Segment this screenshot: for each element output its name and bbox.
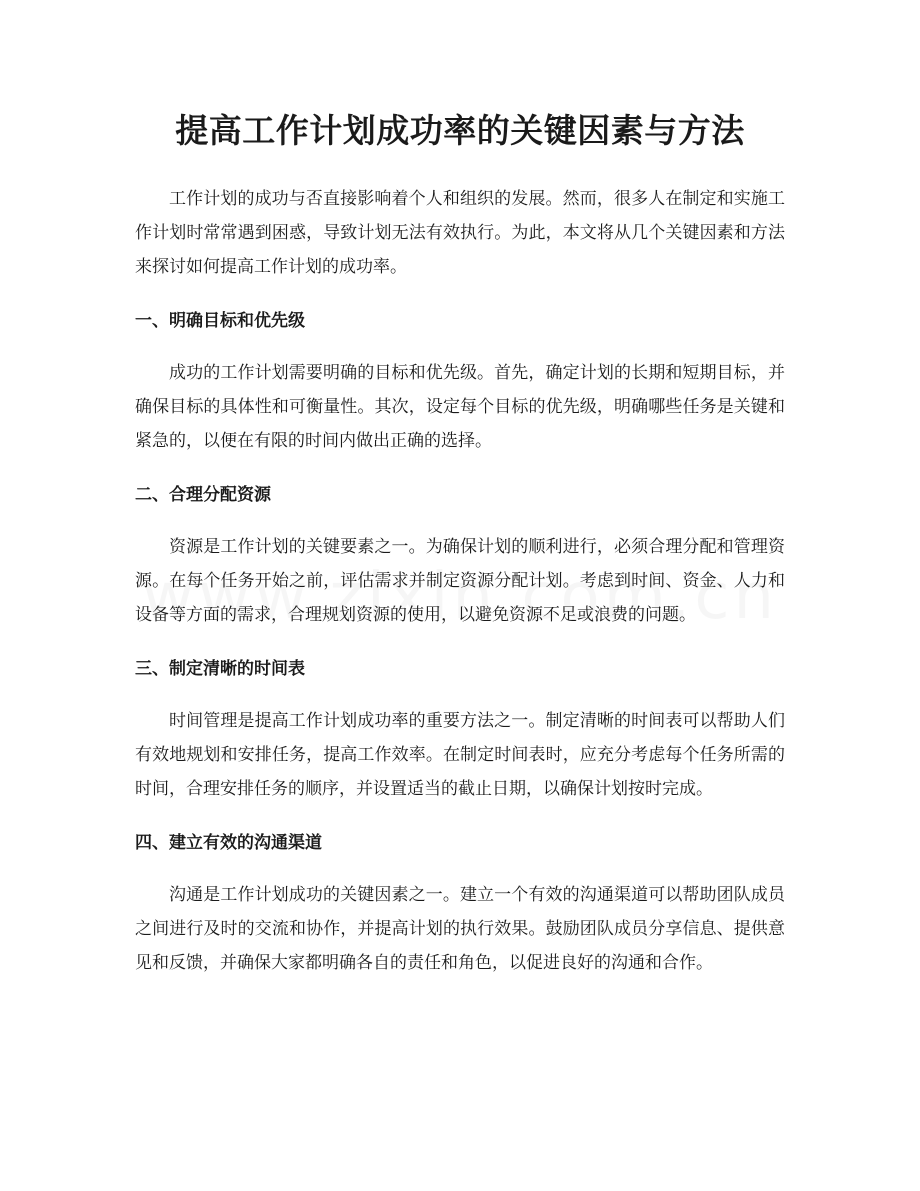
- section-communication: [135, 826, 785, 980]
- section-paragraph: 成功的工作计划需要明确的目标和优先级。首先，确定计划的长期和短期目标，并确保目标的具体性和可衡量性。其次，设定每个目标的优先级，明确哪些任务是关键和紧急的，以便在有限的时间内做出正确的选择。: [135, 363, 785, 451]
- section-paragraph: 资源是工作计划的关键要素之一。为确保计划的顺利进行，必须合理分配和管理资源。在每个任务开始之前，评估需求并制定资源分配计划。考虑到时间、资金、人力和设备等方面的需求，合理规划资源的使用，以避免资源不足或浪费的问题。: [135, 537, 785, 625]
- section-goals: [135, 304, 785, 458]
- section-paragraph: 时间管理是提高工作计划成功率的重要方法之一。制定清晰的时间表可以帮助人们有效地规划和安排任务，提高工作效率。在制定时间表时，应充分考虑每个任务所需的时间，合理安排任务的顺序，并设置适当的截止日期，以确保计划按时完成。: [135, 711, 785, 799]
- section-heading: 三、制定清晰的时间表: [135, 659, 305, 679]
- page-title: 提高工作计划成功率的关键因素与方法: [175, 111, 745, 150]
- section-heading: 四、建立有效的沟通渠道: [135, 833, 322, 853]
- section-heading: 二、合理分配资源: [135, 485, 271, 505]
- section-resources: [135, 478, 785, 632]
- section-timeline: [135, 652, 785, 806]
- document-body: [135, 182, 785, 1000]
- intro-paragraph: 工作计划的成功与否直接影响着个人和组织的发展。然而，很多人在制定和实施工作计划时常常遇到困惑，导致计划无法有效执行。为此，本文将从几个关键因素和方法来探讨如何提高工作计划的成功率。: [135, 189, 785, 277]
- section-heading: 一、明确目标和优先级: [135, 311, 305, 331]
- section-paragraph: 沟通是工作计划成功的关键因素之一。建立一个有效的沟通渠道可以帮助团队成员之间进行及时的交流和协作，并提高计划的执行效果。鼓励团队成员分享信息、提供意见和反馈，并确保大家都明确各自的责任和角色，以促进良好的沟通和合作。: [135, 885, 785, 973]
